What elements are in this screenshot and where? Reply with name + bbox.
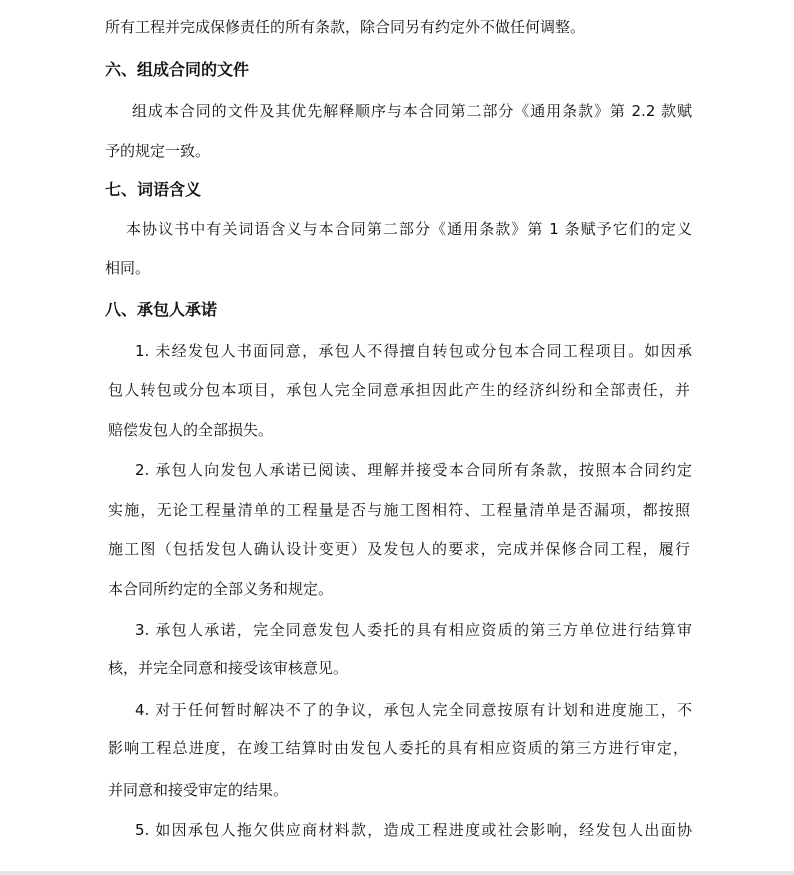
- paragraph-line: 赔偿发包人的全部损失。: [108, 421, 274, 439]
- paragraph-line: 施工图（包括发包人确认设计变更）及发包人的要求，完成并保修合同工程，履行: [108, 540, 690, 558]
- paragraph-line: 组成本合同的文件及其优先解释顺序与本合同第二部分《通用条款》第 2.2 款赋: [132, 102, 692, 120]
- list-item-3: 3. 承包人承诺，完全同意发包人委托的具有相应资质的第三方单位进行结算审: [135, 621, 692, 639]
- list-item-1: 1. 未经发包人书面同意，承包人不得擅自转包或分包本合同工程项目。如因承: [135, 342, 692, 360]
- paragraph-line: 相同。: [105, 259, 151, 277]
- page-bottom-divider: [0, 871, 794, 875]
- paragraph-line: 实施，无论工程量清单的工程量是否与施工图相符、工程量清单是否漏项，都按照: [108, 501, 690, 519]
- paragraph-line: 包人转包或分包本项目，承包人完全同意承担因此产生的经济纠纷和全部责任，并: [108, 381, 690, 399]
- section-heading-7: 七、词语含义: [105, 180, 202, 199]
- paragraph-line: 影响工程总进度，在竣工结算时由发包人委托的具有相应资质的第三方进行审定，: [108, 739, 688, 757]
- paragraph-line: 所有工程并完成保修责任的所有条款，除合同另有约定外不做任何调整。: [105, 18, 586, 36]
- list-item-4: 4. 对于任何暂时解决不了的争议，承包人完全同意按原有计划和进度施工，不: [135, 701, 692, 719]
- paragraph-line: 本协议书中有关词语含义与本合同第二部分《通用条款》第 1 条赋予它们的定义: [126, 220, 692, 238]
- paragraph-line: 核，并完全同意和接受该审核意见。: [108, 659, 349, 677]
- list-item-5: 5. 如因承包人拖欠供应商材料款，造成工程进度或社会影响，经发包人出面协: [135, 821, 692, 839]
- paragraph-line: 本合同所约定的全部义务和规定。: [108, 580, 334, 598]
- list-item-2: 2. 承包人向发包人承诺已阅读、理解并接受本合同所有条款，按照本合同约定: [135, 461, 692, 479]
- section-heading-8: 八、承包人承诺: [105, 300, 218, 319]
- paragraph-line: 予的规定一致。: [105, 142, 211, 160]
- section-heading-6: 六、组成合同的文件: [105, 60, 250, 79]
- paragraph-line: 并同意和接受审定的结果。: [108, 781, 289, 799]
